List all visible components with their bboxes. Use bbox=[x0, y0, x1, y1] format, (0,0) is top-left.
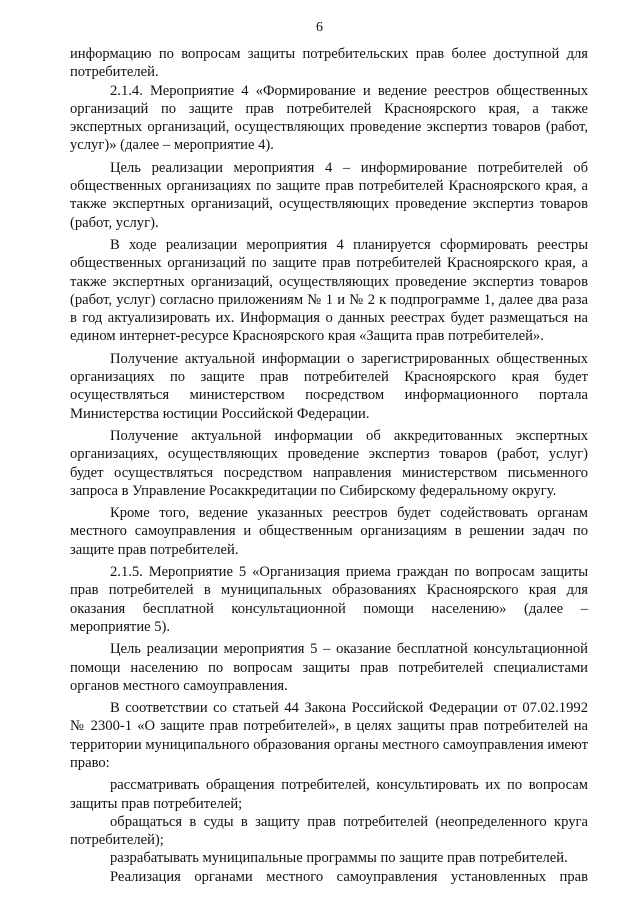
paragraph-measure-4-title: 2.1.4. Мероприятие 4 «Формирование и ведение реестров общественных организаций по защите прав потребителей Красноярского края, а также экспертных организаций, осуществляющих проведение экспертиз товаров (работ, услуг)» (далее – мероприятие 4). bbox=[70, 82, 588, 154]
paragraph-implementation: Реализация органами местного самоуправления установленных прав bbox=[110, 868, 588, 885]
paragraph-law-reference: В соответствии со статьей 44 Закона Российской Федерации от 07.02.1992 № 2300-1 «О защите прав потребителей», в целях защиты прав потребителей на территории муниципального образования органы местного самоуправления имеют право: bbox=[70, 700, 588, 771]
document-body bbox=[70, 45, 588, 886]
paragraph-public-organizations-info: Получение актуальной информации о зарегистрированных общественных организациях по защите прав потребителей Красноярского края будет осуществляться министерством посредством информационного портала Министерства юстиции Российской Федерации. bbox=[70, 350, 588, 422]
paragraph-measure-5-title: 2.1.5. Мероприятие 5 «Организация приема граждан по вопросам защиты прав потребителей в муниципальных образованиях Красноярского края для оказания бесплатной консультационной помощи населению» (далее – мероприятие 5). bbox=[70, 564, 588, 635]
page-number: 6 bbox=[316, 20, 323, 35]
paragraph-right-programs: разрабатывать муниципальные программы по защите прав потребителей. bbox=[110, 850, 568, 867]
paragraph-measure-5-goal: Цель реализации мероприятия 5 – оказание бесплатной консультационной помощи населению по вопросам защиты прав потребителей специалистами органов местного самоуправления. bbox=[70, 641, 588, 694]
paragraph-right-court-appeal: обращаться в суды в защиту прав потребителей (неопределенного круга потребителей); bbox=[70, 813, 588, 849]
paragraph-registers-benefit: Кроме того, ведение указанных реестров будет содействовать органам местного самоуправления и общественным организациям в решении задач по защите прав потребителей. bbox=[70, 505, 588, 558]
paragraph-measure-4-registers: В ходе реализации мероприятия 4 планируется сформировать реестры общественных организаций по защите прав потребителей Красноярского края, а также экспертных организаций, осуществляющих проведение экспертиз товаров (работ, услуг) согласно приложениям № 1 и № 2 к подпрограмме 1, далее два раза в год актуализировать их. Информация о данных реестрах будет размещаться на едином интернет-ресурсе Красноярского края «Защита прав потребителей». bbox=[70, 236, 588, 345]
paragraph-right-review-appeals: рассматривать обращения потребителей, консультировать их по вопросам защиты прав потребителей; bbox=[70, 777, 588, 812]
paragraph-expert-organizations-info: Получение актуальной информации об аккредитованных экспертных организациях, осуществляющих проведение экспертиз товаров (работ, услуг) будет осуществляться посредством направления министерством письменного запроса в Управление Росаккредитации по Сибирскому федеральному округу. bbox=[70, 427, 588, 499]
paragraph-continuation: информацию по вопросам защиты потребительских прав более доступной для потребителей. bbox=[70, 46, 588, 81]
paragraph-measure-4-goal: Цель реализации мероприятия 4 – информирование потребителей об общественных организациях по защите прав потребителей Красноярского края, а также экспертных организаций, осуществляющих проведение экспертиз товаров (работ, услуг). bbox=[70, 159, 588, 231]
